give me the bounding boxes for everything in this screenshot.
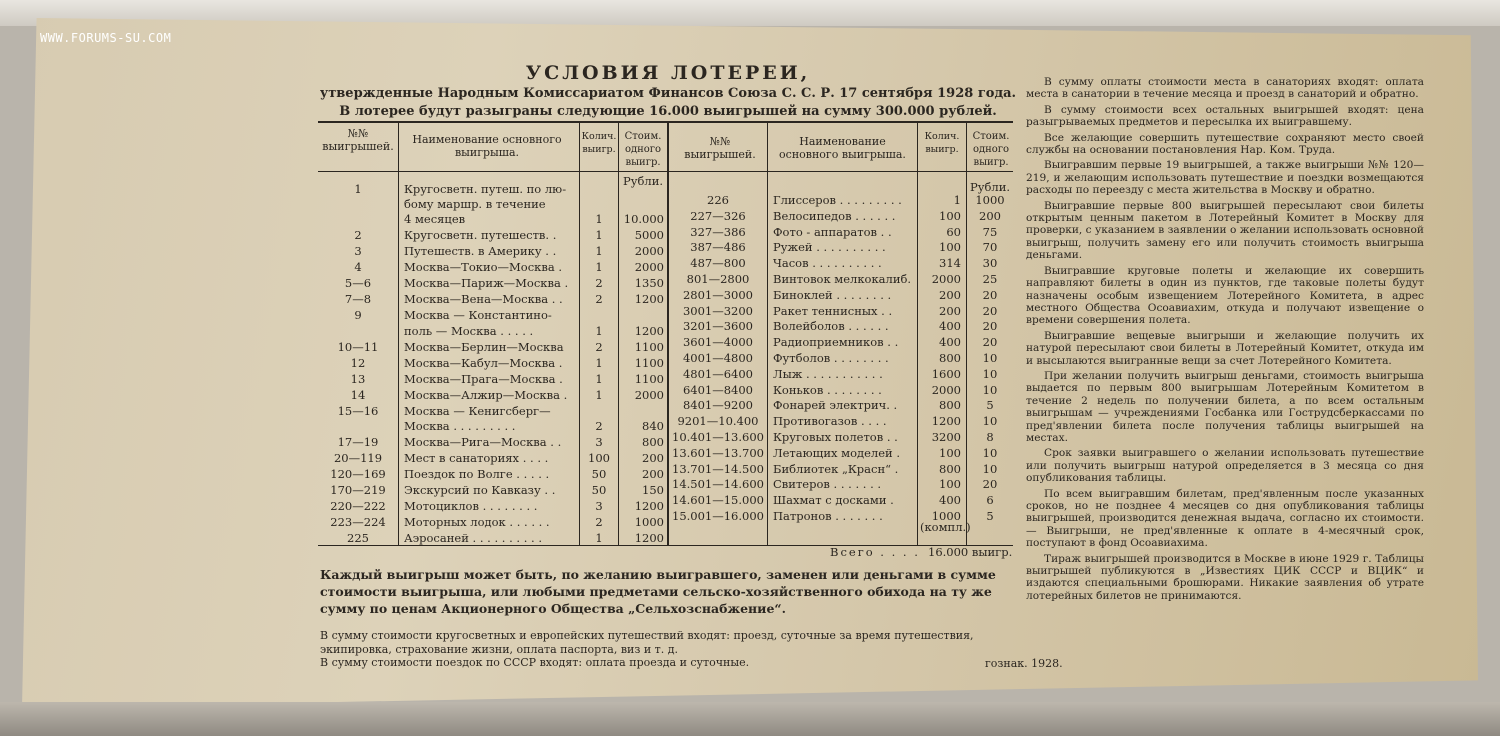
row-prize-name: Экскурсий по Кавказу . . — [404, 482, 556, 497]
row-prize-name: Волейболов . . . . . . — [773, 319, 889, 334]
row-prize-name: поль — Москва . . . . . — [404, 323, 534, 338]
row-qty: 100 — [939, 208, 961, 223]
row-num: 6401—8400 — [682, 382, 754, 397]
row-prize-name: Ружей . . . . . . . . . . — [773, 240, 886, 255]
row-num: 487—800 — [690, 256, 746, 271]
row-qty: 2 — [595, 276, 603, 291]
row-prize-name: Москва—Алжир—Москва . — [404, 387, 568, 402]
row-num: 8401—9200 — [682, 398, 754, 413]
row-cost: 200 — [979, 208, 1001, 223]
row-num: 4 — [354, 260, 362, 275]
row-qty: 400 — [939, 335, 961, 350]
row-num: 7—8 — [344, 292, 372, 307]
row-cost: 10 — [982, 382, 998, 397]
row-cost: 70 — [982, 240, 998, 255]
row-cost: 800 — [642, 434, 664, 449]
row-qty: 50 — [591, 466, 607, 481]
row-num: 14.601—15.000 — [672, 493, 764, 508]
condition-paragraph: В сумму оплаты стоимости места в санаториях входят: оплата места в санатории в течение месяца и проезд в санаторий и обратно. — [1026, 76, 1424, 101]
row-num: 3001—3200 — [682, 303, 754, 318]
row-qty: 800 — [939, 398, 961, 413]
row-qty: 200 — [939, 287, 961, 302]
row-prize-name: Круговых полетов . . — [773, 430, 898, 444]
row-qty: 2000 — [931, 382, 961, 397]
row-num: 10.401—13.600 — [672, 430, 764, 444]
condition-paragraph: Тираж выигрышей производится в Москве в июне 1929 г. Таблицы выигрышей публикуются в „Известиях ЦИК СССР и ВЦИК“ и издаются специальными брошюрами. Никакие заявления об утрате лотерейных билетов не принимаются. — [1026, 552, 1424, 602]
row-qty: 100 — [939, 240, 961, 255]
row-num: 14.501—14.600 — [672, 477, 764, 492]
row-qty: 400 — [939, 493, 961, 508]
row-num: 2 — [354, 228, 362, 243]
row-prize-name: Москва — Кенигсберг— — [404, 403, 551, 418]
row-cost: 8 — [986, 430, 994, 444]
row-qty: 100 — [588, 450, 610, 465]
row-cost: 1100 — [634, 371, 664, 386]
row-cost: 200 — [642, 466, 664, 481]
col-divider — [618, 121, 619, 545]
row-num: 9201—10.400 — [677, 414, 759, 429]
row-num: 10—11 — [337, 339, 379, 354]
condition-paragraph: Все желающие совершить путешествие сохраняют место своей службы на основании постановления Нар. Ком. Труда. — [1026, 131, 1424, 157]
row-cost: 10 — [982, 351, 998, 365]
header-num-left: №№ выигрышей. — [322, 127, 394, 153]
row-prize-name: Коньков . . . . . . . . — [773, 382, 882, 397]
row-num: 15—16 — [337, 403, 379, 418]
row-qty: 1 — [595, 355, 603, 370]
row-cost: 20 — [982, 303, 998, 318]
row-num: 226 — [707, 193, 729, 207]
col-divider — [966, 121, 967, 545]
row-qty: 1 — [595, 323, 603, 338]
row-cost: 20 — [982, 287, 998, 302]
row-cost: 10 — [982, 414, 998, 429]
row-qty: 800 — [939, 461, 961, 476]
watermark: WWW.FORUMS-SU.COM — [40, 31, 172, 45]
row-qty: 1 — [595, 228, 603, 243]
header-cost-right: Стоим. одного выигр. — [972, 131, 1010, 168]
row-cost: 25 — [982, 272, 998, 286]
row-num: 14 — [350, 387, 366, 402]
row-cost: 1350 — [634, 276, 664, 291]
total-value: 16.000 выигр. — [928, 545, 1013, 559]
row-num: 223—224 — [330, 514, 386, 529]
header-num-right: №№ выигрышей. — [684, 135, 756, 161]
row-prize-name: Футболов . . . . . . . . — [773, 351, 889, 365]
condition-paragraph: В сумму стоимости всех остальных выигрышей входят: цена разыгрываемых предметов и пересылка их выигравшему. — [1026, 103, 1424, 129]
row-prize-name: Библиотек „Красн“ . — [773, 461, 899, 476]
row-num: 9 — [354, 308, 362, 323]
condition-paragraph: По всем выигравшим билетам, пред'явленным после указанных сроков, но не позднее 4 месяцев со дня опубликования таблицы выигрышей, производится денежная выдача, согласно их стоимости. — Выигрыши, не пред'явленные к оплате в 4-месячный срок, поступают в фонд Осоавиахима. — [1026, 487, 1424, 550]
row-prize-name: Москва — Константино- — [404, 308, 552, 323]
row-prize-name: Ракет теннисных . . — [773, 303, 893, 318]
row-prize-name: бому маршр. в течение — [404, 197, 546, 212]
condition-paragraph: Срок заявки выигравшего о желании использовать путешествие или получить выигрыш натурой определяется в 3 месяца со дня опубликования таблицы. — [1026, 447, 1424, 485]
row-prize-name: Мотоциклов . . . . . . . . — [404, 498, 538, 513]
row-cost: 200 — [642, 450, 664, 465]
row-prize-name: Москва—Берлин—Москва — [404, 339, 564, 354]
row-qty: 2 — [595, 514, 603, 529]
row-cost: 10 — [982, 366, 998, 381]
col-divider — [767, 121, 768, 545]
row-num: 13.701—14.500 — [672, 461, 764, 476]
row-qty: 314 — [939, 256, 961, 271]
row-prize-name: Поездок по Волге . . . . . — [404, 466, 550, 481]
right-conditions-column — [1026, 76, 1424, 605]
row-num: 5—6 — [344, 276, 372, 291]
row-cost: 1100 — [634, 355, 664, 370]
row-prize-name: 4 месяцев — [404, 212, 466, 227]
header-qty-right: Колич. выигр. — [924, 131, 960, 155]
row-prize-name: Шахмат с досками . — [773, 493, 894, 508]
row-num: 12 — [350, 355, 366, 370]
row-prize-name: Винтовок мелкокалиб. — [773, 272, 912, 286]
row-num: 4001—4800 — [682, 351, 754, 365]
row-prize-name: Москва—Токио—Москва . — [404, 260, 562, 275]
row-qty: 400 — [939, 319, 961, 334]
row-cost: 10 — [982, 445, 998, 460]
row-qty: 1000 — [931, 509, 961, 523]
row-qty: 1 — [595, 387, 603, 402]
row-prize-name: Москва—Прага—Москва . — [404, 371, 563, 386]
row-cost: 1200 — [634, 498, 664, 513]
row-qty: 800 — [939, 351, 961, 365]
row-num: 3201—3600 — [682, 319, 754, 334]
row-cost: 10.000 — [623, 212, 664, 227]
condition-paragraph: Выигравшие вещевые выигрыши и желающие получить их натурой пересылают свои билеты в Лотерейный Комитет, откуда им и высылаются выигранные вещи за счет Лотерейного Комитета. — [1026, 329, 1424, 367]
row-num: 13 — [350, 371, 366, 386]
row-qty: 60 — [946, 224, 961, 239]
row-qty: 3 — [595, 498, 603, 513]
row-num: 3 — [354, 244, 362, 259]
row-qty: 1600 — [931, 366, 961, 381]
row-prize-name: Москва—Рига—Москва . . — [404, 434, 562, 449]
row-cost: 20 — [982, 477, 998, 492]
row-qty: 200 — [939, 303, 961, 318]
row-prize-name: Кругосветн. путешеств. . — [404, 228, 557, 243]
col-divider-center — [667, 121, 669, 545]
sleeve-bottom-edge — [0, 702, 1500, 736]
row-qty: 2000 — [931, 272, 961, 286]
row-prize-name: Радиоприемников . . — [773, 335, 899, 350]
row-cost: 1200 — [634, 323, 664, 338]
row-prize-name: Велосипедов . . . . . . — [773, 208, 896, 223]
row-cost: 840 — [642, 418, 664, 433]
row-qty: 1 — [595, 260, 603, 275]
row-cost: 1000 — [634, 514, 664, 529]
row-qty: 2 — [595, 339, 603, 354]
compl-note: (компл.) — [920, 520, 971, 534]
row-num: 13.601—13.700 — [672, 445, 764, 460]
row-cost: 20 — [982, 319, 998, 334]
row-cost: 5000 — [634, 228, 664, 243]
row-prize-name: Свитеров . . . . . . . — [773, 477, 882, 492]
row-prize-name: Летающих моделей . — [773, 445, 900, 460]
row-cost: 10 — [982, 461, 998, 476]
row-qty: 50 — [591, 482, 607, 497]
row-qty: 1 — [595, 212, 603, 227]
row-cost: 1200 — [634, 530, 664, 545]
row-qty: 1200 — [931, 414, 961, 429]
row-prize-name: Москва—Вена—Москва . . — [404, 292, 563, 307]
row-qty: 1 — [595, 244, 603, 259]
subtitle-approval: утвержденные Народным Комиссариатом Финансов Союза С. С. Р. 17 сентября 1928 года. — [319, 86, 1017, 101]
row-num: 120—169 — [330, 466, 386, 481]
condition-paragraph: Выигравшие круговые полеты и желающие их совершить направляют билеты в один из пунктов, где таковые полеты будут назначены особым извещением Лотерейного Комитета, в адрес местного Общества Осоавиахим, откуда и получают извещение о времени совершения полета. — [1026, 264, 1424, 327]
row-prize-name: Мест в санаториях . . . . — [404, 450, 549, 465]
row-cost: 30 — [982, 256, 998, 271]
condition-paragraph: Выигравшие первые 800 выигрышей пересылают свои билеты открытым ценным пакетом в Лотерейный Комитет в Москву для проверки, с указанием в заявлении о желании использовать основной выигрыш, получить замену его или получить стоимость выигрыша деньгами. — [1026, 199, 1424, 262]
row-prize-name: Аэросаней . . . . . . . . . . — [404, 530, 542, 545]
row-num: 170—219 — [330, 482, 386, 497]
col-divider — [917, 121, 918, 545]
row-prize-name: Биноклей . . . . . . . . — [773, 287, 892, 302]
total-label: Всего . . . . — [830, 545, 920, 559]
row-cost: 2000 — [634, 387, 664, 402]
row-prize-name: Фото - аппаратов . . — [773, 224, 892, 239]
row-num: 220—222 — [330, 498, 386, 513]
table-top-rule — [318, 121, 1013, 123]
row-prize-name: Лыж . . . . . . . . . . . — [773, 366, 883, 381]
row-num: 3601—4000 — [682, 335, 754, 350]
row-num: 225 — [347, 530, 369, 545]
row-qty: 2 — [595, 418, 603, 433]
row-prize-name: Патронов . . . . . . . — [773, 509, 883, 523]
row-qty: 2 — [595, 292, 603, 307]
row-cost: 5 — [986, 509, 994, 523]
row-cost: 6 — [986, 493, 994, 508]
row-cost: 75 — [982, 224, 998, 239]
row-qty: 1 — [953, 193, 961, 207]
currency-label-right: Рубли. — [970, 180, 1011, 194]
row-num: 17—19 — [337, 434, 379, 449]
col-divider — [579, 121, 580, 545]
row-qty: 100 — [939, 477, 961, 492]
notes-bold: Каждый выигрыш может быть, по желанию выигравшего, заменен или деньгами в сумме стоимости выигрыша, или любыми предметами сельско-хозяйственного обихода на ту же сумму по ценам Акционерного Общества „Сельхозснабжение“. — [320, 567, 996, 616]
row-qty: 1 — [595, 371, 603, 386]
condition-paragraph: Выигравшим первые 19 выигрышей, а также выигрыши №№ 120—219, и желающим использовать путешествие и поездки возмещаются расходы по переезду с места жительства в Москву и обратно. — [1026, 159, 1424, 197]
note-ussr-trips: В сумму стоимости поездок по СССР входят: оплата проезда и суточные. — [320, 656, 750, 669]
row-qty: 100 — [939, 445, 961, 460]
row-cost: 1100 — [634, 339, 664, 354]
row-prize-name: Путешеств. в Америку . . — [404, 244, 557, 259]
header-name-left: Наименование основного выигрыша. — [412, 133, 562, 159]
row-prize-name: Москва—Париж—Москва . — [404, 276, 569, 291]
row-num: 227—326 — [690, 208, 746, 223]
header-name-right: Наименование основного выигрыша. — [779, 135, 906, 161]
table-header-rule — [318, 171, 1013, 172]
printer-mark: гознак. 1928. — [985, 657, 1063, 670]
row-qty: 1 — [595, 530, 603, 545]
row-prize-name: Противогазов . . . . — [773, 414, 887, 429]
row-qty: 3200 — [931, 430, 961, 444]
row-prize-name: Моторных лодок . . . . . . — [404, 514, 550, 529]
page-title: УСЛОВИЯ ЛОТЕРЕИ, — [525, 62, 811, 84]
row-num: 327—386 — [690, 224, 746, 239]
currency-label-left: Рубли. — [623, 174, 664, 188]
row-num: 387—486 — [690, 240, 746, 255]
note-travel: В сумму стоимости кругосветных и европейских путешествий входят: проезд, суточные за время путешествия, экипировка, страхование жизни, оплата паспорта, виз и т. д. — [320, 629, 974, 656]
row-num: 15.001—16.000 — [672, 509, 764, 523]
row-num: 1 — [354, 182, 362, 196]
row-cost: 1000 — [975, 193, 1005, 207]
row-prize-name: Кругосветн. путеш. по лю- — [404, 182, 567, 196]
row-prize-name: Москва . . . . . . . . . — [404, 418, 516, 433]
row-prize-name: Часов . . . . . . . . . . — [773, 256, 882, 271]
condition-paragraph: При желании получить выигрыш деньгами, стоимость выигрыша выдается по первым 800 выигрышам Лотерейным Комитетом в течение 2 недель по получении билета, а по всем остальным выигрышам — учреждениями Госбанка или Гострудсберкассами по пред'явлении билета после получения таблицы выигрышей на местах. — [1026, 369, 1424, 444]
row-cost: 2000 — [634, 260, 664, 275]
header-cost-left: Стоим. одного выигр. — [624, 131, 662, 168]
row-num: 801—2800 — [686, 272, 750, 286]
subtitle-prizes: В лотерее будут разыграны следующие 16.000 выигрышей на сумму 300.000 рублей. — [339, 104, 997, 119]
row-prize-name: Глиссеров . . . . . . . . . — [773, 193, 902, 207]
col-divider — [398, 121, 399, 545]
row-cost: 5 — [986, 398, 994, 413]
row-num: 2801—3000 — [682, 287, 754, 302]
row-prize-name: Фонарей электрич. . — [773, 398, 898, 413]
row-prize-name: Москва—Кабул—Москва . — [404, 355, 563, 370]
row-cost: 2000 — [634, 244, 664, 259]
row-cost: 150 — [642, 482, 664, 497]
row-cost: 1200 — [634, 292, 664, 307]
row-num: 20—119 — [333, 450, 383, 465]
row-qty: 3 — [595, 434, 603, 449]
row-num: 4801—6400 — [682, 366, 754, 381]
header-qty-left: Колич. выигр. — [581, 131, 617, 155]
row-cost: 20 — [982, 335, 998, 350]
